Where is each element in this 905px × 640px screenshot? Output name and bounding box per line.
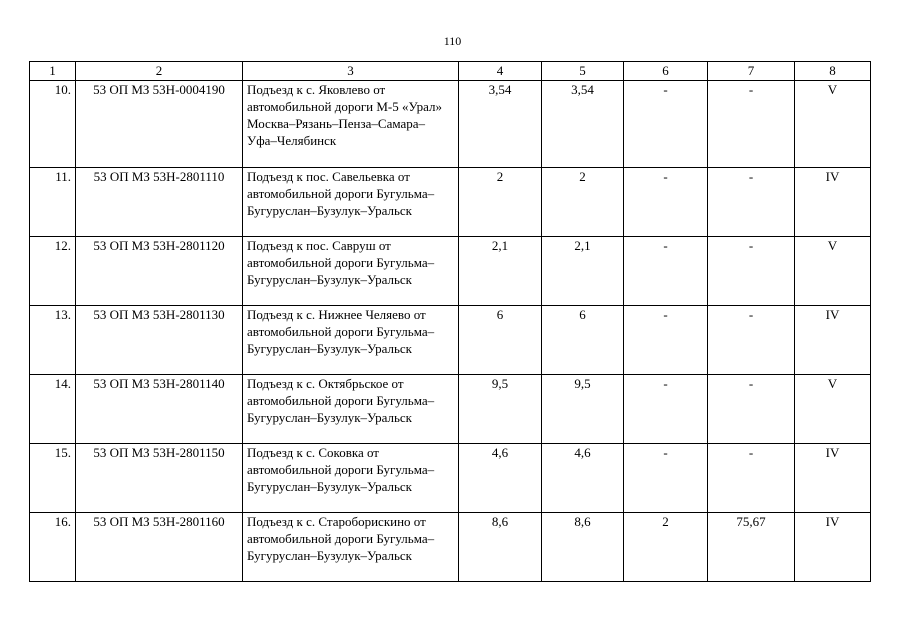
road-code: 53 ОП МЗ 53Н-2801160 [76, 513, 243, 582]
road-category: IV [795, 444, 871, 513]
road-code: 53 ОП МЗ 53Н-2801140 [76, 375, 243, 444]
road-name: Подъезд к с. Соковка от автомобильной дороги Бугульма–Бугуруслан–Бузулук–Уральск [243, 444, 459, 513]
table-row [30, 375, 871, 444]
cell-col7: - [708, 168, 795, 237]
cell-col7: - [708, 375, 795, 444]
cell-col4: 6 [459, 306, 542, 375]
road-name: Подъезд к пос. Савельевка от автомобильной дороги Бугульма–Бугуруслан–Бузулук–Уральск [243, 168, 459, 237]
column-header: 8 [795, 62, 871, 81]
column-header: 3 [243, 62, 459, 81]
row-number: 15. [30, 444, 76, 513]
table-row [30, 444, 871, 513]
row-number: 16. [30, 513, 76, 582]
road-name: Подъезд к с. Октябрьское от автомобильной дороги Бугульма–Бугуруслан–Бузулук–Уральск [243, 375, 459, 444]
column-header: 5 [542, 62, 624, 81]
road-category: V [795, 237, 871, 306]
table-header-row [30, 62, 871, 81]
cell-col4: 2,1 [459, 237, 542, 306]
road-name: Подъезд к с. Староборискино от автомобильной дороги Бугульма–Бугуруслан–Бузулук–Уральск [243, 513, 459, 582]
cell-col7: - [708, 81, 795, 168]
cell-col7: 75,67 [708, 513, 795, 582]
road-code: 53 ОП МЗ 53Н-2801110 [76, 168, 243, 237]
road-code: 53 ОП МЗ 53Н-2801120 [76, 237, 243, 306]
column-header: 7 [708, 62, 795, 81]
table-row [30, 81, 871, 168]
cell-col6: - [624, 444, 708, 513]
cell-col5: 3,54 [542, 81, 624, 168]
road-code: 53 ОП МЗ 53Н-0004190 [76, 81, 243, 168]
cell-col4: 4,6 [459, 444, 542, 513]
cell-col5: 6 [542, 306, 624, 375]
cell-col5: 2,1 [542, 237, 624, 306]
row-number: 10. [30, 81, 76, 168]
cell-col6: - [624, 306, 708, 375]
column-header: 1 [30, 62, 76, 81]
cell-col7: - [708, 237, 795, 306]
cell-col4: 8,6 [459, 513, 542, 582]
table-row [30, 513, 871, 582]
cell-col5: 4,6 [542, 444, 624, 513]
road-name: Подъезд к пос. Савруш от автомобильной дороги Бугульма–Бугуруслан–Бузулук–Уральск [243, 237, 459, 306]
table-row [30, 168, 871, 237]
cell-col6: - [624, 237, 708, 306]
road-name: Подъезд к с. Яковлево от автомобильной дороги М-5 «Урал» Москва–Рязань–Пенза–Самара–Уфа–Челябинск [243, 81, 459, 168]
cell-col5: 2 [542, 168, 624, 237]
column-header: 4 [459, 62, 542, 81]
cell-col7: - [708, 444, 795, 513]
cell-col6: 2 [624, 513, 708, 582]
cell-col5: 8,6 [542, 513, 624, 582]
road-code: 53 ОП МЗ 53Н-2801130 [76, 306, 243, 375]
page-number: 110 [443, 34, 462, 48]
cell-col5: 9,5 [542, 375, 624, 444]
row-number: 13. [30, 306, 76, 375]
table-row [30, 237, 871, 306]
column-header: 2 [76, 62, 243, 81]
cell-col6: - [624, 168, 708, 237]
road-code: 53 ОП МЗ 53Н-2801150 [76, 444, 243, 513]
cell-col6: - [624, 81, 708, 168]
row-number: 12. [30, 237, 76, 306]
road-category: V [795, 81, 871, 168]
road-category: IV [795, 513, 871, 582]
road-category: V [795, 375, 871, 444]
road-category: IV [795, 306, 871, 375]
roads-table [29, 61, 871, 582]
cell-col7: - [708, 306, 795, 375]
cell-col6: - [624, 375, 708, 444]
cell-col4: 3,54 [459, 81, 542, 168]
road-category: IV [795, 168, 871, 237]
road-name: Подъезд к с. Нижнее Челяево от автомобильной дороги Бугульма–Бугуруслан–Бузулук–Уральск [243, 306, 459, 375]
row-number: 14. [30, 375, 76, 444]
table-row [30, 306, 871, 375]
row-number: 11. [30, 168, 76, 237]
cell-col4: 2 [459, 168, 542, 237]
cell-col4: 9,5 [459, 375, 542, 444]
column-header: 6 [624, 62, 708, 81]
